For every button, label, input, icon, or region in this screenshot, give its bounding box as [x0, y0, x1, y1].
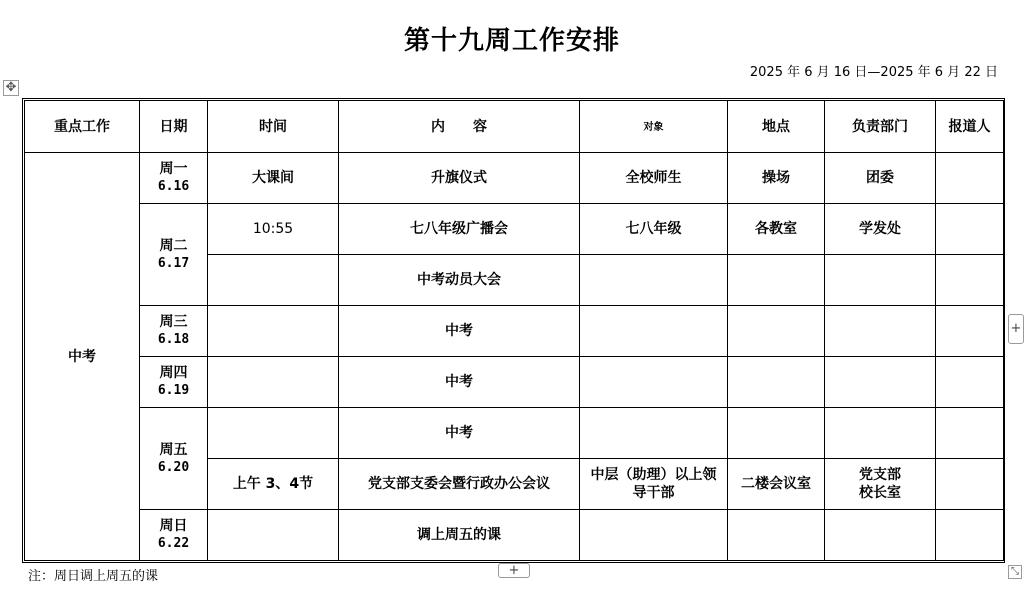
day-date: 6.20: [157, 459, 190, 475]
schedule-table-frame: [22, 98, 1005, 563]
location-cell[interactable]: [728, 357, 825, 408]
department-cell[interactable]: [825, 306, 936, 357]
location-cell[interactable]: [728, 306, 825, 357]
department-cell[interactable]: [825, 255, 936, 306]
department-cell[interactable]: [825, 357, 936, 408]
day-cell-sun[interactable]: [140, 510, 208, 561]
time-cell[interactable]: [208, 408, 339, 459]
header-time: 时间: [208, 101, 339, 153]
table-row: [25, 408, 1004, 459]
location-cell[interactable]: [728, 408, 825, 459]
day-date: 6.17: [157, 255, 190, 271]
add-row-icon[interactable]: +: [498, 563, 530, 578]
header-department: 负责部门: [825, 101, 936, 153]
schedule-table: [24, 100, 1004, 561]
content-cell[interactable]: 中考: [339, 306, 580, 357]
department-line: 校长室: [859, 485, 901, 501]
day-cell-fri[interactable]: [140, 408, 208, 510]
add-column-icon[interactable]: +: [1008, 314, 1024, 344]
location-cell[interactable]: 二楼会议室: [728, 459, 825, 510]
reporter-cell[interactable]: [936, 153, 1004, 204]
audience-cell[interactable]: [580, 306, 728, 357]
content-cell[interactable]: 调上周五的课: [339, 510, 580, 561]
header-location: 地点: [728, 101, 825, 153]
day-label: 周日: [159, 518, 188, 534]
day-date: 6.18: [157, 332, 190, 347]
day-label: 周五: [159, 441, 188, 458]
day-date: 6.19: [157, 383, 190, 398]
table-row: [25, 204, 1004, 255]
reporter-cell[interactable]: [936, 408, 1004, 459]
location-cell[interactable]: 操场: [728, 153, 825, 204]
audience-cell[interactable]: 全校师生: [580, 153, 728, 204]
header-focus: 重点工作: [25, 101, 140, 153]
day-cell-mon[interactable]: [140, 153, 208, 204]
header-audience-label: 对象: [643, 121, 664, 133]
time-cell[interactable]: [208, 306, 339, 357]
department-cell[interactable]: [825, 459, 936, 510]
content-cell[interactable]: 中考: [339, 357, 580, 408]
department-cell[interactable]: 团委: [825, 153, 936, 204]
department-cell[interactable]: [825, 510, 936, 561]
audience-cell[interactable]: [580, 408, 728, 459]
table-row: [25, 153, 1004, 204]
reporter-cell[interactable]: [936, 204, 1004, 255]
audience-cell[interactable]: 中层（助理）以上领导干部: [580, 459, 728, 510]
time-cell[interactable]: 上午 3、4节: [208, 459, 339, 510]
table-row: [25, 357, 1004, 408]
time-cell[interactable]: 10:55: [208, 204, 339, 255]
footnote: 注：周日调上周五的课: [28, 569, 159, 584]
day-cell-tue[interactable]: [140, 204, 208, 306]
reporter-cell[interactable]: [936, 255, 1004, 306]
day-cell-wed[interactable]: [140, 306, 208, 357]
content-cell[interactable]: 党支部支委会暨行政办公会议: [339, 459, 580, 510]
header-content: 内 容: [339, 101, 580, 153]
audience-cell[interactable]: [580, 357, 728, 408]
day-date: 6.16: [157, 179, 190, 194]
day-cell-thu[interactable]: [140, 357, 208, 408]
table-resize-icon[interactable]: ⤡: [1008, 565, 1022, 579]
header-reporter: 报道人: [936, 101, 1004, 153]
day-label: 周一: [159, 161, 188, 177]
department-cell[interactable]: [825, 408, 936, 459]
time-cell[interactable]: [208, 357, 339, 408]
time-cell[interactable]: [208, 510, 339, 561]
time-cell[interactable]: [208, 255, 339, 306]
focus-work-cell[interactable]: 中考: [25, 153, 140, 561]
reporter-cell[interactable]: [936, 306, 1004, 357]
reporter-cell[interactable]: [936, 510, 1004, 561]
time-cell[interactable]: 大课间: [208, 153, 339, 204]
day-label: 周二: [159, 237, 188, 254]
content-cell[interactable]: 七八年级广播会: [339, 204, 580, 255]
audience-cell[interactable]: 七八年级: [580, 204, 728, 255]
document-title: 第十九周工作安排: [403, 26, 620, 56]
department-line: 党支部: [859, 467, 901, 483]
table-move-icon[interactable]: ✥: [3, 80, 19, 96]
content-cell[interactable]: 中考: [339, 408, 580, 459]
audience-cell[interactable]: [580, 510, 728, 561]
content-cell[interactable]: 升旗仪式: [339, 153, 580, 204]
reporter-cell[interactable]: [936, 459, 1004, 510]
reporter-cell[interactable]: [936, 357, 1004, 408]
location-cell[interactable]: [728, 510, 825, 561]
department-cell[interactable]: 学发处: [825, 204, 936, 255]
location-cell[interactable]: [728, 255, 825, 306]
table-row: [25, 306, 1004, 357]
header-audience: [580, 101, 728, 153]
header-date: 日期: [140, 101, 208, 153]
day-date: 6.22: [157, 536, 190, 551]
day-label: 周三: [159, 314, 188, 330]
table-header-row: [25, 101, 1004, 153]
day-label: 周四: [159, 365, 188, 381]
content-cell[interactable]: 中考动员大会: [339, 255, 580, 306]
audience-cell[interactable]: [580, 255, 728, 306]
table-row: [25, 510, 1004, 561]
date-range: 2025 年 6 月 16 日—2025 年 6 月 22 日: [749, 65, 998, 80]
location-cell[interactable]: 各教室: [728, 204, 825, 255]
